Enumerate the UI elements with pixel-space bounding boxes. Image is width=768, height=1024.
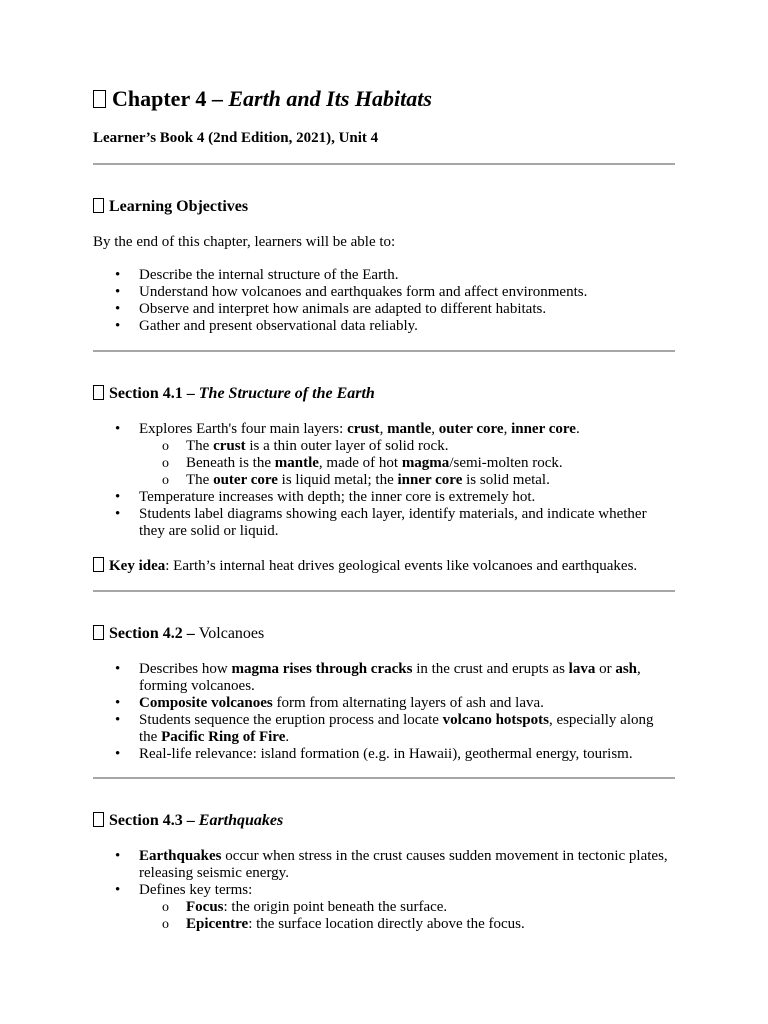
missing-glyph-icon — [93, 90, 106, 108]
list-item: • Understand how volcanoes and earthquakes form and affect environments. — [93, 284, 675, 301]
missing-glyph-icon — [93, 385, 104, 400]
missing-glyph-icon — [93, 812, 104, 827]
list-item: • Gather and present observational data reliably. — [93, 318, 675, 335]
chapter-title-italic: Earth and Its Habitats — [228, 86, 432, 111]
chapter-title-prefix: Chapter 4 – — [112, 86, 223, 111]
list-item: • Students label diagrams showing each layer, identify materials, and indicate whether they are solid or liquid. — [93, 506, 675, 540]
sub-list-item: o The outer core is liquid metal; the inner core is solid metal. — [139, 472, 675, 489]
list-item: • Real-life relevance: island formation (e.g. in Hawaii), geothermal energy, tourism. — [93, 746, 675, 763]
section-4-2-list — [93, 661, 675, 763]
chapter-title — [93, 86, 432, 112]
divider — [93, 163, 675, 165]
list-item: • Observe and interpret how animals are adapted to different habitats. — [93, 301, 675, 318]
list-item: • Composite volcanoes form from alternating layers of ash and lava. — [93, 695, 675, 712]
objectives-heading: Learning Objectives — [93, 198, 248, 216]
missing-glyph-icon — [93, 198, 104, 213]
list-item: • Explores Earth's four main layers: crust, mantle, outer core, inner core. o The crust is a thin outer layer of solid rock. o Beneath is the mantle, made of hot magma/semi-molten rock. o The outer core is liquid metal; the inner core is solid metal. — [93, 421, 675, 489]
list-item: • Temperature increases with depth; the inner core is extremely hot. — [93, 489, 675, 506]
key-idea: Key idea: Earth’s internal heat drives geological events like volcanoes and earthquakes. — [93, 557, 637, 575]
divider — [93, 777, 675, 779]
list-item: • Earthquakes occur when stress in the crust causes sudden movement in tectonic plates, releasing seismic energy. — [93, 848, 675, 882]
divider — [93, 350, 675, 352]
sub-list — [139, 899, 675, 933]
missing-glyph-icon — [93, 625, 104, 640]
list-item: • Describe the internal structure of the Earth. — [93, 267, 675, 284]
sub-list-item: o Beneath is the mantle, made of hot magma/semi-molten rock. — [139, 455, 675, 472]
section-4-1-heading: Section 4.1 – The Structure of the Earth — [93, 385, 375, 403]
list-item: • Defines key terms: o Focus: the origin point beneath the surface. o Epicentre: the surface location directly above the focus. — [93, 882, 675, 933]
section-4-3-list — [93, 848, 675, 933]
sub-list-item: o Focus: the origin point beneath the surface. — [139, 899, 675, 916]
sub-list — [139, 438, 675, 489]
objectives-intro: By the end of this chapter, learners will be able to: — [93, 234, 396, 250]
book-subtitle: Learner’s Book 4 (2nd Edition, 2021), Unit 4 — [93, 130, 379, 146]
section-4-1-list — [93, 421, 675, 540]
sub-list-item: o The crust is a thin outer layer of solid rock. — [139, 438, 675, 455]
divider — [93, 590, 675, 592]
section-4-2-heading: Section 4.2 – Volcanoes — [93, 625, 264, 643]
missing-glyph-icon — [93, 557, 104, 572]
objectives-list — [93, 267, 675, 335]
sub-list-item: o Epicentre: the surface location directly above the focus. — [139, 916, 675, 933]
section-4-3-heading: Section 4.3 – Earthquakes — [93, 812, 283, 830]
list-item: • Describes how magma rises through cracks in the crust and erupts as lava or ash, forming volcanoes. — [93, 661, 675, 695]
list-item: • Students sequence the eruption process and locate volcano hotspots, especially along the Pacific Ring of Fire. — [93, 712, 675, 746]
